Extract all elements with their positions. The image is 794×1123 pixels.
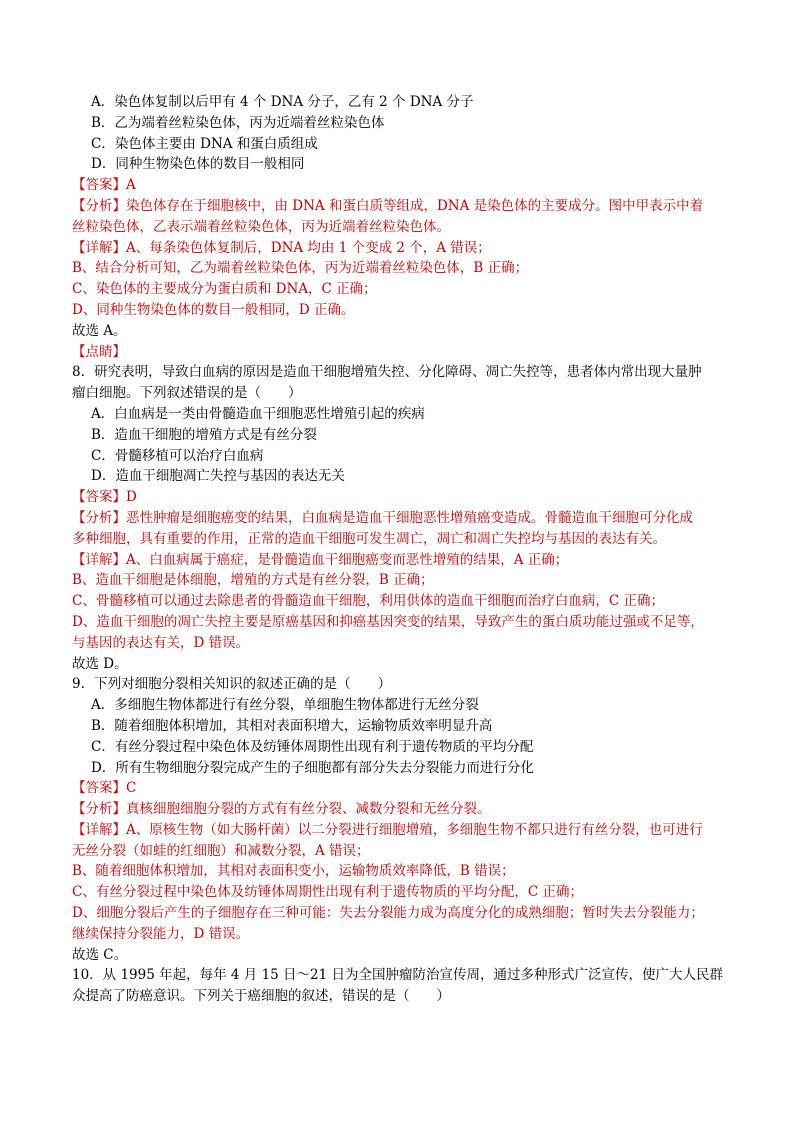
q8-stem-line-1: 8．研究表明，导致白血病的原因是造血干细胞增殖失控、分化障碍、凋亡失控等，患者体内常出现大量肿 xyxy=(72,364,702,381)
q9-detail-line-3: B、随着细胞体积增加，其相对表面积变小，运输物质效率降低，B 错误； xyxy=(72,863,515,880)
q7-analysis-line-1 xyxy=(72,196,732,217)
q9-detail-line-4: C、有丝分裂过程中染色体及纺锤体周期性出现有利于遗传物质的平均分配，C 正确； xyxy=(72,884,583,901)
q7-answer xyxy=(72,175,732,196)
q9-detail-line-1 xyxy=(72,820,732,841)
q8-detail-line-2: B、造血干细胞是体细胞，增殖的方式是有丝分裂，B 正确； xyxy=(72,572,434,589)
analysis-text: 真核细胞细胞分裂的方式有有丝分裂、减数分裂和无丝分裂。 xyxy=(126,801,491,818)
q8-option-c: C．骨髓移植可以治疗白血病 xyxy=(91,447,264,464)
q9-option-a: A．多细胞生物体都进行有丝分裂，单细胞生物体都进行无丝分裂 xyxy=(91,697,479,714)
q7-option-b: B．乙为端着丝粒染色体，丙为近端着丝粒染色体 xyxy=(91,114,385,131)
answer-value: D xyxy=(126,489,137,506)
q10-stem-line-1: 10．从 1995 年起，每年 4 月 15 日～21 日为全国肿瘤防治宣传周，通过多种形式广泛宣传，使广大人民群 xyxy=(72,967,724,984)
detail-text: A、每条染色体复制后，DNA 均由 1 个变成 2 个，A 错误； xyxy=(126,239,491,256)
answer-tag: 【答案】 xyxy=(72,780,126,797)
detail-text: A、原核生物（如大肠杆菌）以二分裂进行细胞增殖，多细胞生物不都只进行有丝分裂，也可进行 xyxy=(126,821,703,838)
q7-comment-tag: 【点睛】 xyxy=(72,343,126,360)
q9-detail-line-2: 无丝分裂（如蛙的红细胞）和减数分裂，A 错误； xyxy=(72,842,370,859)
q8-analysis-line-1 xyxy=(72,508,732,529)
detail-tag: 【详解】 xyxy=(72,821,126,838)
answer-tag: 【答案】 xyxy=(72,177,126,194)
analysis-tag: 【分析】 xyxy=(72,801,126,818)
q8-detail-line-3: C、骨髓移植可以通过去除患者的骨髓造血干细胞，利用供体的造血干细胞而治疗白血病，C 正确； xyxy=(72,593,664,610)
q9-option-d: D．所有生物细胞分裂完成产生的子细胞都有部分失去分裂能力而进行分化 xyxy=(91,759,534,776)
q7-option-d: D．同种生物染色体的数目一般相同 xyxy=(91,156,305,173)
detail-text: A、白血病属于癌症，是骨髓造血干细胞癌变而恶性增殖的结果，A 正确； xyxy=(126,551,569,568)
q8-detail-line-4: D、造血干细胞的凋亡失控主要是原癌基因和抑癌基因突变的结果，导致产生的蛋白质功能过强或不足等， xyxy=(72,613,704,630)
q7-detail-line-1 xyxy=(72,238,732,259)
answer-value: A xyxy=(126,177,136,194)
analysis-tag: 【分析】 xyxy=(72,197,126,214)
q8-option-d: D．造血干细胞凋亡失控与基因的表达无关 xyxy=(91,468,345,485)
q7-detail-line-2: B、结合分析可知，乙为端着丝粒染色体，丙为近端着丝粒染色体，B 正确； xyxy=(72,260,529,277)
q9-conclusion: 故选 C。 xyxy=(72,946,128,963)
q8-option-b: B．造血干细胞的增殖方式是有丝分裂 xyxy=(91,426,317,443)
q7-option-a: A．染色体复制以后甲有 4 个 DNA 分子，乙有 2 个 DNA 分子 xyxy=(91,94,474,110)
q8-conclusion: 故选 D。 xyxy=(72,655,128,672)
q10-stem-line-2: 众提高了防癌意识。下列关于癌细胞的叙述，错误的是（ ） xyxy=(72,988,450,1005)
q9-option-b: B．随着细胞体积增加，其相对表面积增大，运输物质效率明显升高 xyxy=(91,717,493,734)
document-page xyxy=(72,92,732,1007)
q9-analysis-line-1 xyxy=(72,799,732,820)
q7-detail-line-4: D、同种生物染色体的数目一般相同，D 正确。 xyxy=(72,301,355,318)
q8-analysis-line-2: 多种细胞，具有重要的作用，正常的造血干细胞可发生凋亡，凋亡和凋亡失控均与基因的表达有关。 xyxy=(72,530,666,547)
q7-detail-line-3: C、染色体的主要成分为蛋白质和 DNA，C 正确； xyxy=(72,281,377,298)
analysis-text: 恶性肿瘤是细胞癌变的结果，白血病是造血干细胞恶性增殖癌变造成。骨髓造血干细胞可分化成 xyxy=(126,509,693,526)
q8-detail-line-5: 与基因的表达有关，D 错误。 xyxy=(72,634,250,651)
q8-stem-line-2: 瘤白细胞。下列叙述错误的是（ ） xyxy=(72,385,302,402)
q9-detail-line-6: 继续保持分裂能力，D 错误。 xyxy=(72,925,250,942)
q9-detail-line-5: D、细胞分裂后产生的子细胞存在三种可能：失去分裂能力成为高度分化的成熟细胞；暂时失去分裂能力； xyxy=(72,905,704,922)
q9-stem-line-1: 9．下列对细胞分裂相关知识的叙述正确的是（ ） xyxy=(72,676,392,693)
q8-option-a: A．白血病是一类由骨髓造血干细胞恶性增殖引起的疾病 xyxy=(91,405,425,422)
analysis-tag: 【分析】 xyxy=(72,509,126,526)
q8-answer xyxy=(72,487,732,508)
q9-answer xyxy=(72,778,732,799)
q7-conclusion: 故选 A。 xyxy=(72,322,127,339)
q7-option-c: C．染色体主要由 DNA 和蛋白质组成 xyxy=(91,135,318,152)
q9-option-c: C．有丝分裂过程中染色体及纺锤体周期性出现有利于遗传物质的平均分配 xyxy=(91,738,534,755)
answer-value: C xyxy=(126,780,137,797)
q8-detail-line-1 xyxy=(72,550,732,571)
answer-tag: 【答案】 xyxy=(72,489,126,506)
detail-tag: 【详解】 xyxy=(72,239,126,256)
q7-analysis-line-2: 丝粒染色体，乙表示端着丝粒染色体，丙为近端着丝粒染色体。 xyxy=(72,218,450,235)
detail-tag: 【详解】 xyxy=(72,551,126,568)
analysis-text: 染色体存在于细胞核中，由 DNA 和蛋白质等组成，DNA 是染色体的主要成分。图中甲表示中着 xyxy=(126,197,704,214)
